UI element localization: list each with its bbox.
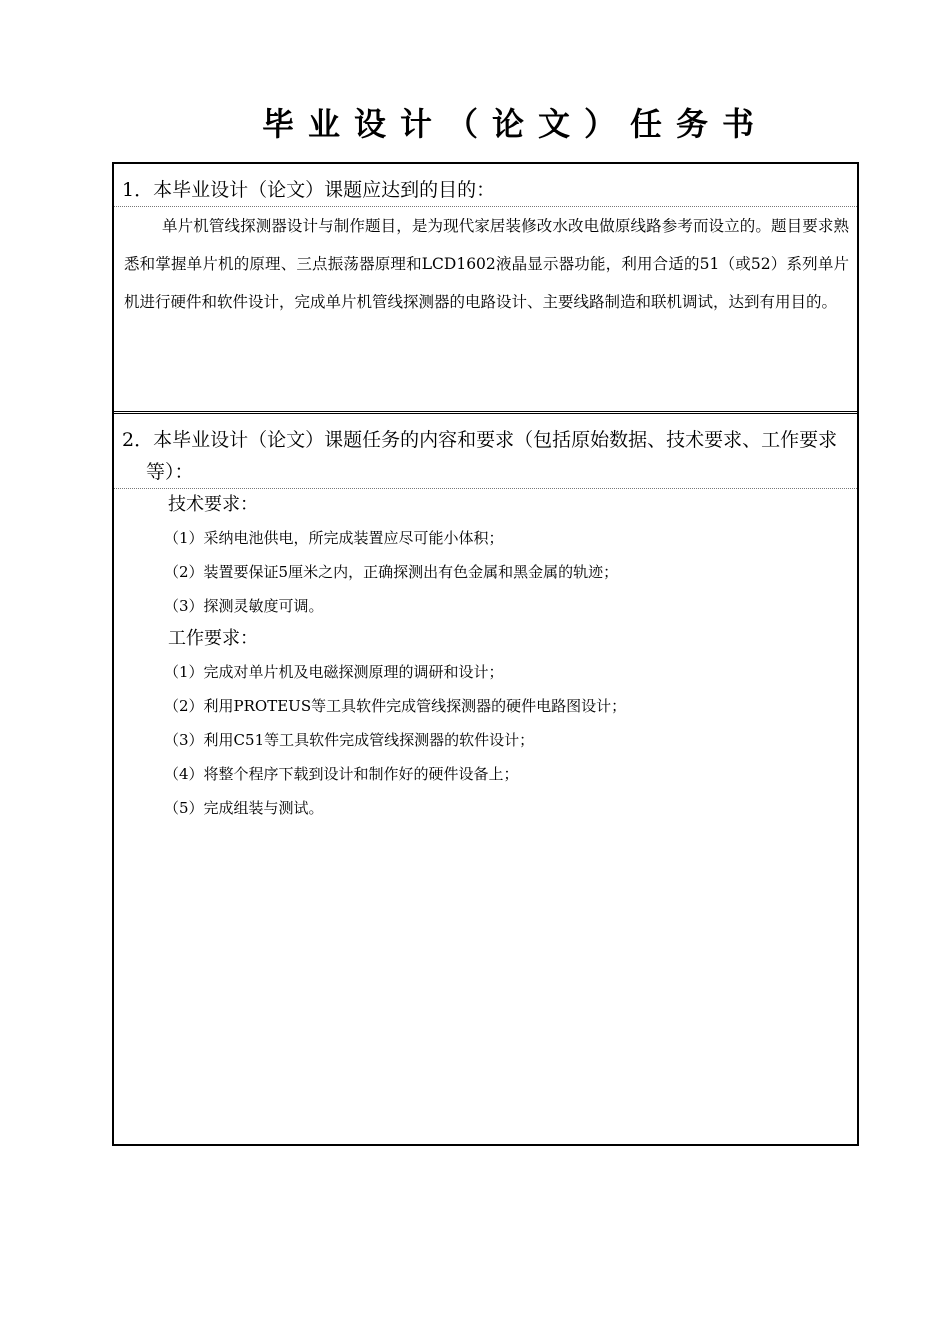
list-item: （5）完成组装与测试。 xyxy=(164,799,324,817)
section-purpose-heading-text: 1．本毕业设计（论文）课题应达到的目的： xyxy=(122,179,496,201)
list-item: （2）装置要保证5厘米之内，正确探测出有色金属和黑金属的轨迹； xyxy=(164,563,619,581)
task-form xyxy=(112,162,859,1146)
tech-requirements-heading: 技术要求： xyxy=(168,494,258,515)
section-purpose-heading xyxy=(114,164,857,207)
list-item: （4）将整个程序下载到设计和制作好的硬件设备上； xyxy=(164,765,519,783)
document-title: 毕业设计（论文）任务书 xyxy=(261,105,768,143)
list-item: （3）探测灵敏度可调。 xyxy=(164,597,324,615)
section-requirements-heading xyxy=(114,414,857,489)
tech-requirements-list xyxy=(114,521,857,623)
work-requirements-list xyxy=(114,655,857,825)
section-purpose xyxy=(114,164,857,414)
section-purpose-paragraph: 单片机管线探测器设计与制作题目，是为现代家居装修改水改电做原线路参考而设立的。题目要求熟悉和掌握单片机的原理、三点振荡器原理和LCD1602液晶显示器功能，利用合适的51（或52）系列单片机进行硬件和软件设计，完成单片机管线探测器的电路设计、主要线路制造和联机调试，达到有用目的。 xyxy=(124,217,849,311)
list-item: （1）采纳电池供电，所完成装置应尽可能小体积； xyxy=(164,529,504,547)
section-requirements xyxy=(114,414,857,1144)
list-item: （1）完成对单片机及电磁探测原理的调研和设计； xyxy=(164,663,504,681)
list-item: （3）利用C51等工具软件完成管线探测器的软件设计； xyxy=(164,731,535,749)
section-requirements-heading-text: 2．本毕业设计（论文）课题任务的内容和要求（包括原始数据、技术要求、工作要求等）： xyxy=(122,429,838,483)
work-requirements-heading: 工作要求： xyxy=(168,628,258,649)
list-item: （2）利用PROTEUS等工具软件完成管线探测器的硬件电路图设计； xyxy=(164,697,627,715)
